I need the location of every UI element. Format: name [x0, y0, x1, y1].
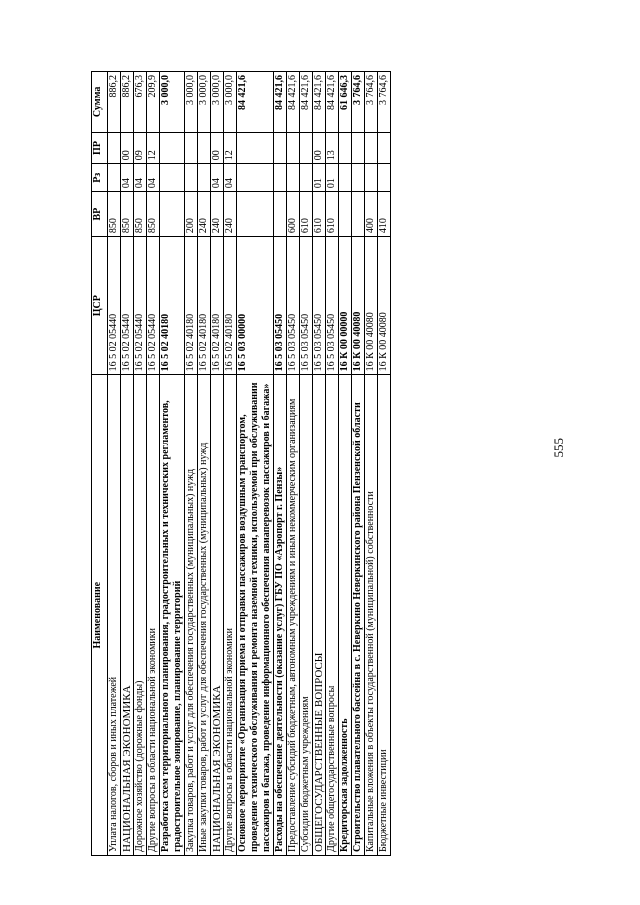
- table-row: [300, 72, 313, 856]
- cell-name: Бюджетные инвестиции: [378, 375, 391, 856]
- table-row: [287, 72, 300, 856]
- cell-pr: [378, 132, 391, 164]
- cell-name: Предоставление субсидий бюджетным, автономным учреждениям и иным некоммерческим организациям: [287, 375, 300, 856]
- cell-sum: 3 764,6: [352, 72, 365, 133]
- header-pr: ПР: [92, 132, 108, 164]
- cell-vr: 600: [287, 192, 300, 237]
- cell-sum: 61 646,3: [339, 72, 352, 133]
- cell-vr: 610: [326, 192, 339, 237]
- cell-name: Расходы на обеспечение деятельности (оказание услуг) ГБУ ПО «Аэропорт г. Пензы»: [274, 375, 287, 856]
- cell-rz: [352, 164, 365, 192]
- table-row: [211, 72, 224, 856]
- cell-name: Разработка схем территориального планирования, градостроительных и технических регламентов, градостроительное зонирование, планирование территорий: [160, 375, 185, 856]
- cell-pr: [339, 132, 352, 164]
- cell-name: ОБЩЕГОСУДАРСТВЕННЫЕ ВОПРОСЫ: [313, 375, 326, 856]
- cell-vr: 850: [147, 192, 160, 237]
- cell-pr: [352, 132, 365, 164]
- cell-name: Основное мероприятие «Организация приема и отправки пассажиров воздушным транспортом, проведение технического обслуживания и ремонта наземной техники, используемой при обслуживании пассажиров и багажа, проведение информационного обеспечения авиаперевозок пассажиров и багажа»: [237, 375, 274, 856]
- cell-vr: [352, 192, 365, 237]
- table-row: [160, 72, 185, 856]
- cell-rz: [160, 164, 185, 192]
- cell-name: Закупка товаров, работ и услуг для обеспечения государственных (муниципальных) нужд: [185, 375, 198, 856]
- cell-name: Кредиторская задолженность: [339, 375, 352, 856]
- cell-sum: 886,2: [121, 72, 134, 133]
- cell-sum: 3 000,0: [211, 72, 224, 133]
- cell-sum: 3 000,0: [198, 72, 211, 133]
- cell-sum: 3 000,0: [185, 72, 198, 133]
- cell-pr: 00: [313, 132, 326, 164]
- table-row: [134, 72, 147, 856]
- cell-sum: 84 421,6: [287, 72, 300, 133]
- cell-csr: 16 5 02 05440: [108, 237, 121, 375]
- cell-rz: [198, 164, 211, 192]
- cell-pr: 00: [211, 132, 224, 164]
- cell-rz: [185, 164, 198, 192]
- cell-sum: 209,9: [147, 72, 160, 133]
- cell-vr: [237, 192, 274, 237]
- cell-pr: [185, 132, 198, 164]
- cell-sum: 84 421,6: [237, 72, 274, 133]
- cell-csr: 16 5 02 40180: [185, 237, 198, 375]
- budget-table: [91, 71, 391, 856]
- cell-sum: 84 421,6: [274, 72, 287, 133]
- cell-rz: 04: [211, 164, 224, 192]
- cell-pr: [274, 132, 287, 164]
- cell-name: Другие вопросы в области национальной экономики: [224, 375, 237, 856]
- cell-vr: 400: [365, 192, 378, 237]
- cell-rz: [300, 164, 313, 192]
- table-row: [237, 72, 274, 856]
- cell-name: Уплата налогов, сборов и иных платежей: [108, 375, 121, 856]
- cell-pr: 12: [147, 132, 160, 164]
- cell-csr: 16 5 03 00000: [237, 237, 274, 375]
- table-header-row: [92, 72, 108, 856]
- cell-pr: [300, 132, 313, 164]
- cell-csr: 16 5 02 40180: [224, 237, 237, 375]
- cell-name: Капитальные вложения в объекты государственной (муниципальной) собственности: [365, 375, 378, 856]
- table-row: [378, 72, 391, 856]
- cell-sum: 3 764,6: [378, 72, 391, 133]
- table-row: [352, 72, 365, 856]
- table-row: [326, 72, 339, 856]
- table-row: [313, 72, 326, 856]
- cell-pr: [108, 132, 121, 164]
- cell-sum: 84 421,6: [313, 72, 326, 133]
- cell-csr: 16 5 03 05450: [274, 237, 287, 375]
- table-row: [365, 72, 378, 856]
- cell-vr: 610: [313, 192, 326, 237]
- cell-rz: 04: [224, 164, 237, 192]
- cell-rz: [108, 164, 121, 192]
- cell-vr: 850: [108, 192, 121, 237]
- cell-pr: 00: [121, 132, 134, 164]
- cell-pr: [287, 132, 300, 164]
- cell-pr: [160, 132, 185, 164]
- cell-rz: 01: [326, 164, 339, 192]
- cell-vr: 200: [185, 192, 198, 237]
- cell-vr: [160, 192, 185, 237]
- cell-csr: 16 5 02 05440: [134, 237, 147, 375]
- table-row: [198, 72, 211, 856]
- cell-sum: 3 764,6: [365, 72, 378, 133]
- header-vr: ВР: [92, 192, 108, 237]
- cell-pr: 12: [224, 132, 237, 164]
- cell-rz: 04: [134, 164, 147, 192]
- cell-pr: 09: [134, 132, 147, 164]
- cell-rz: [339, 164, 352, 192]
- cell-rz: 04: [147, 164, 160, 192]
- cell-csr: 16 5 03 05450: [326, 237, 339, 375]
- cell-vr: [274, 192, 287, 237]
- cell-name: Другие вопросы в области национальной экономики: [147, 375, 160, 856]
- cell-rz: [365, 164, 378, 192]
- cell-sum: 3 000,0: [224, 72, 237, 133]
- cell-csr: 16 5 03 05450: [287, 237, 300, 375]
- cell-csr: 16 5 02 40180: [160, 237, 185, 375]
- cell-pr: [237, 132, 274, 164]
- cell-csr: 16 К 00 40080: [378, 237, 391, 375]
- cell-sum: 84 421,6: [300, 72, 313, 133]
- cell-vr: 610: [300, 192, 313, 237]
- cell-csr: 16 5 03 05450: [300, 237, 313, 375]
- cell-pr: 13: [326, 132, 339, 164]
- cell-vr: 410: [378, 192, 391, 237]
- cell-name: Субсидии бюджетным учреждениям: [300, 375, 313, 856]
- cell-sum: 886,2: [108, 72, 121, 133]
- header-rz: Рз: [92, 164, 108, 192]
- cell-vr: 850: [121, 192, 134, 237]
- cell-csr: 16 5 02 05440: [147, 237, 160, 375]
- cell-rz: 04: [121, 164, 134, 192]
- cell-name: НАЦИОНАЛЬНАЯ ЭКОНОМИКА: [211, 375, 224, 856]
- cell-sum: 676,3: [134, 72, 147, 133]
- cell-rz: [378, 164, 391, 192]
- cell-csr: 16 5 02 40180: [211, 237, 224, 375]
- table-row: [121, 72, 134, 856]
- cell-name: Дорожное хозяйство (дорожные фонды): [134, 375, 147, 856]
- header-name: Наименование: [92, 375, 108, 856]
- table-rotation-frame: [91, 71, 555, 856]
- rotated-table-container: [91, 71, 555, 856]
- cell-vr: 240: [198, 192, 211, 237]
- cell-name: Другие общегосударственные вопросы: [326, 375, 339, 856]
- table-row: [224, 72, 237, 856]
- cell-sum: 84 421,6: [326, 72, 339, 133]
- cell-csr: 16 К 00 40080: [365, 237, 378, 375]
- cell-name: НАЦИОНАЛЬНАЯ ЭКОНОМИКА: [121, 375, 134, 856]
- cell-rz: [287, 164, 300, 192]
- header-csr: ЦСР: [92, 237, 108, 375]
- cell-name: Строительство плавательного бассейна в с. Неверкино Неверкинского района Пензенской области: [352, 375, 365, 856]
- cell-vr: 240: [224, 192, 237, 237]
- cell-vr: 850: [134, 192, 147, 237]
- header-sum: Сумма: [92, 72, 108, 133]
- cell-name: Иные закупки товаров, работ и услуг для обеспечения государственных (муниципальных) нужд: [198, 375, 211, 856]
- cell-rz: [237, 164, 274, 192]
- table-row: [339, 72, 352, 856]
- cell-pr: [365, 132, 378, 164]
- cell-vr: [339, 192, 352, 237]
- cell-csr: 16 5 02 40180: [198, 237, 211, 375]
- cell-csr: 16 5 02 05440: [121, 237, 134, 375]
- cell-rz: 01: [313, 164, 326, 192]
- cell-csr: 16 К 00 40080: [352, 237, 365, 375]
- table-row: [108, 72, 121, 856]
- cell-csr: 16 К 00 00000: [339, 237, 352, 375]
- cell-csr: 16 5 03 05450: [313, 237, 326, 375]
- table-row: [147, 72, 160, 856]
- page-number: 555: [551, 438, 566, 458]
- cell-pr: [198, 132, 211, 164]
- table-row: [185, 72, 198, 856]
- cell-vr: 240: [211, 192, 224, 237]
- cell-rz: [274, 164, 287, 192]
- cell-sum: 3 000,0: [160, 72, 185, 133]
- table-row: [274, 72, 287, 856]
